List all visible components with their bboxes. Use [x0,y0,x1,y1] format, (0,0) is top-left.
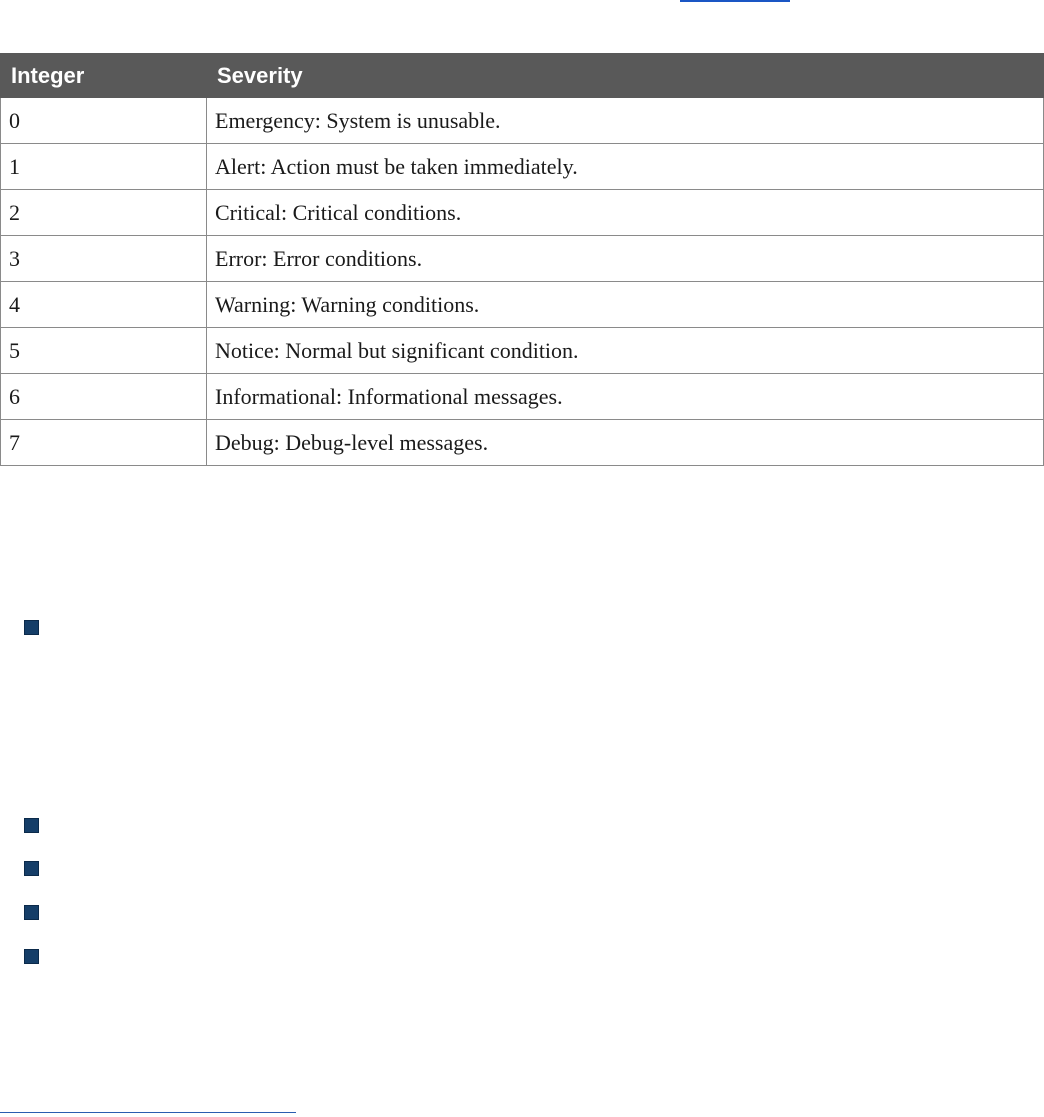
square-bullet-icon [24,905,39,920]
integer-cell: 4 [1,282,207,328]
severity-cell: Debug: Debug-level messages. [207,420,1044,466]
severity-cell: Error: Error conditions. [207,236,1044,282]
table-row [1,282,1044,328]
table-row [1,98,1044,144]
square-bullet-icon [24,818,39,833]
integer-cell: 0 [1,98,207,144]
square-bullet-icon [24,861,39,876]
integer-cell: 3 [1,236,207,282]
severity-cell: Informational: Informational messages. [207,374,1044,420]
integer-cell: 5 [1,328,207,374]
severity-cell: Emergency: System is unusable. [207,98,1044,144]
table-header-row [1,54,1044,98]
integer-cell: 7 [1,420,207,466]
column-header-integer: Integer [1,54,207,98]
severity-cell: Warning: Warning conditions. [207,282,1044,328]
integer-cell: 6 [1,374,207,420]
table-row [1,420,1044,466]
table-row [1,236,1044,282]
table-row [1,144,1044,190]
severity-cell: Notice: Normal but significant condition. [207,328,1044,374]
integer-cell: 1 [1,144,207,190]
integer-cell: 2 [1,190,207,236]
severity-cell: Alert: Action must be taken immediately. [207,144,1044,190]
link-underline-fragment[interactable] [680,0,790,2]
severity-levels-table [0,53,1044,466]
square-bullet-icon [24,949,39,964]
column-header-severity: Severity [207,54,1044,98]
severity-cell: Critical: Critical conditions. [207,190,1044,236]
table-row [1,374,1044,420]
table-row [1,328,1044,374]
table-row [1,190,1044,236]
square-bullet-icon [24,620,39,635]
link-underline-fragment[interactable] [0,1112,296,1113]
